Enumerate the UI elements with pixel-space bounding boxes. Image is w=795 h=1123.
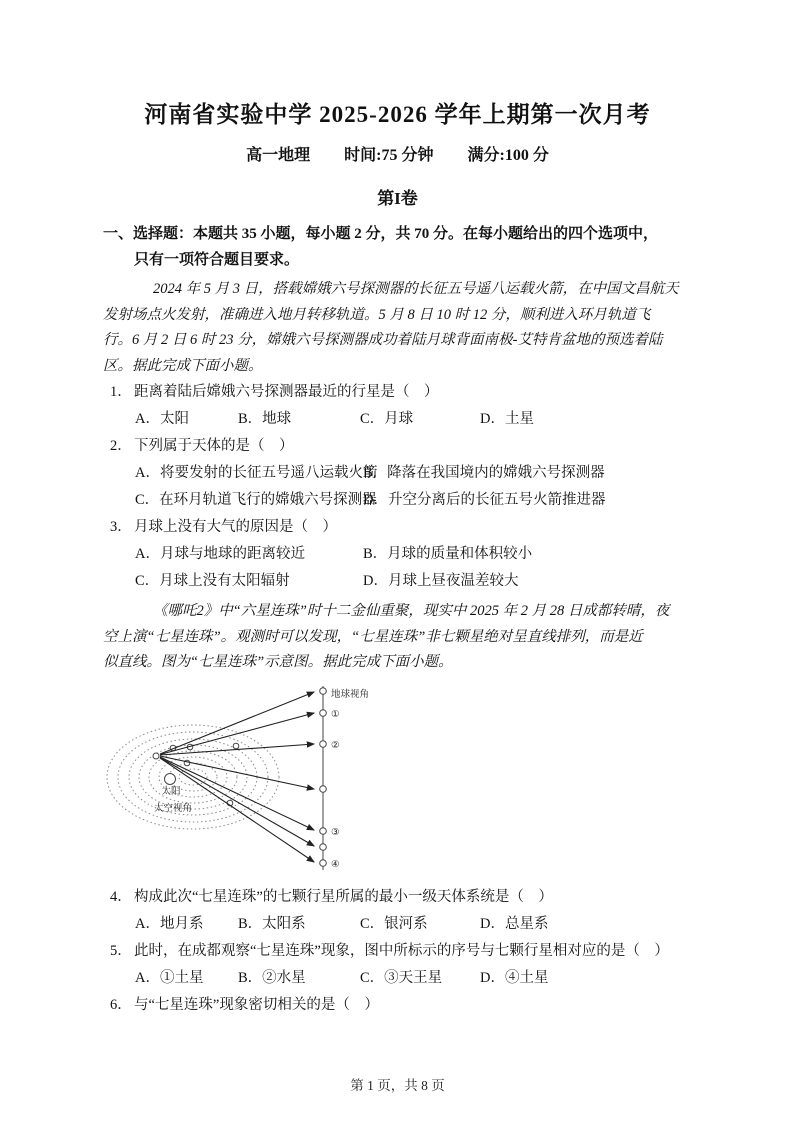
section-heading-line1: 一、选择题：本题共 35 小题，每小题 2 分，共 70 分。在每小题给出的四个选项中，: [103, 226, 659, 242]
q2-option-c: C．在环月轨道飞行的嫦娥六号探测器: [135, 492, 377, 508]
question-5-text: 此时，在成都观察“七星连珠”现象，图中所标示的序号与七颗行星相对应的是（ ）: [134, 942, 669, 959]
question-1-number: 1．: [110, 384, 132, 400]
page-title: 河南省实验中学 2025-2026 学年上期第一次月考: [144, 102, 651, 127]
q3-option-c: C．月球上没有太阳辐射: [135, 573, 290, 589]
q1-option-c: C．月球: [360, 411, 414, 427]
q1-option-b: B．地球: [238, 411, 292, 427]
sun-label: 太阳: [161, 786, 181, 797]
question-5-number: 5．: [110, 942, 132, 959]
question-3-options-cd: [103, 568, 700, 595]
question-3-number: 3．: [110, 519, 132, 535]
q5-option-c: C．③天王星: [360, 969, 443, 986]
question-2-options-ab: [103, 460, 700, 487]
marker-2-label: ②: [331, 740, 340, 751]
q5-option-b: B．②水星: [238, 969, 306, 986]
q5-option-d: D．④土星: [480, 969, 549, 986]
earth-dot: [153, 753, 159, 759]
q1-option-a: A．太阳: [135, 411, 189, 427]
volume-label: 第I卷: [377, 189, 418, 208]
seven-star-alignment-diagram: [105, 684, 470, 878]
question-2-options-cd: [103, 487, 700, 514]
q4-option-d: D．总星系: [480, 915, 549, 932]
question-2-number: 2．: [110, 438, 132, 454]
question-6-number: 6．: [110, 996, 132, 1013]
q2-option-b: B．降落在我国境内的嫦娥六号探测器: [363, 465, 605, 481]
q3-option-b: B．月球的质量和体积较小: [363, 546, 533, 562]
question-3-stem: [103, 514, 700, 541]
q4-option-b: B．太阳系: [238, 915, 306, 932]
section-heading-line2: 只有一项符合题目要求。: [134, 252, 300, 268]
question-6-stem: [103, 992, 700, 1019]
question-4-text: 构成此次“七星连珠”的七颗行星所属的最小一级天体系统是（ ）: [134, 888, 553, 905]
space-view-label: 太空视角: [153, 803, 193, 814]
q4-option-a: A．地月系: [135, 915, 204, 932]
paper-body: [0, 209, 795, 1019]
passage1-line1: 2024 年 5 月 3 日，搭载嫦娥六号探测器的长征五号遥八运载火箭，在中国文昌航天: [153, 281, 679, 297]
q1-option-d: D．土星: [480, 411, 534, 427]
earth-view-label: 地球视角: [331, 689, 370, 700]
passage2-line2: 空上演“七星连珠”。观测时可以发现，“七星连珠”非七颗星绝对呈直线排列，而是近: [103, 628, 643, 645]
q4-option-c: C．银河系: [360, 915, 428, 932]
question-1-text: 距离着陆后嫦娥六号探测器最近的行星是（ ）: [134, 384, 439, 400]
q2-option-d: D．升空分离后的长征五号火箭推进器: [363, 492, 606, 508]
sun-circle: [165, 773, 176, 784]
question-3-options-ab: [103, 541, 700, 568]
question-5-options: [103, 965, 700, 992]
passage2-line3: 似直线。图为“七星连珠”示意图。据此完成下面小题。: [103, 654, 453, 670]
paper-subtitle: [0, 142, 795, 165]
passage2-line1: 《哪吒2》中“六星连珠”时十二金仙重聚，现实中 2025 年 2 月 28 日成都转晴，夜: [153, 603, 670, 619]
marker-4-label: ④: [331, 859, 340, 870]
q3-option-d: D．月球上昼夜温差较大: [363, 573, 519, 589]
diagram-svg: [105, 684, 470, 878]
question-1-stem: [103, 379, 700, 406]
q3-option-a: A．月球与地球的距离较近: [135, 546, 305, 562]
question-2-text: 下列属于天体的是（ ）: [134, 438, 294, 454]
question-3-text: 月球上没有大气的原因是（ ）: [134, 519, 337, 535]
marker-3-label: ③: [331, 827, 340, 838]
question-5-stem: [103, 938, 700, 965]
passage1-line4: 区。据此完成下面小题。: [103, 357, 263, 374]
q5-option-a: A．①土星: [135, 969, 204, 986]
question-4-options: [103, 911, 700, 938]
question-2-stem: [103, 433, 700, 460]
paper-header: [0, 0, 795, 209]
course-label: 高一地理: [246, 147, 311, 164]
page-number-footer: 第 1 页，共 8 页: [350, 1078, 445, 1093]
marker-1-label: ①: [331, 709, 340, 720]
question-4-stem: [103, 884, 700, 911]
passage1-line3: 行。6 月 2 日 6 时 23 分，嫦娥六号探测器成功着陆月球背面南极-艾特肯盆地的预选着陆: [103, 332, 663, 348]
question-4-number: 4．: [110, 888, 132, 905]
passage1-line2: 发射场点火发射，准确进入地月转移轨道。5 月 8 日 10 时 12 分，顺利进入环月轨道飞: [103, 306, 651, 323]
question-1-options: [103, 406, 700, 433]
full-score-label: 满分:100 分: [467, 147, 549, 164]
time-limit-label: 时间:75 分钟: [344, 147, 434, 164]
q2-option-a: A．将要发射的长征五号遥八运载火箭: [135, 465, 378, 481]
question-6-text: 与“七星连珠”现象密切相关的是（ ）: [134, 996, 379, 1013]
